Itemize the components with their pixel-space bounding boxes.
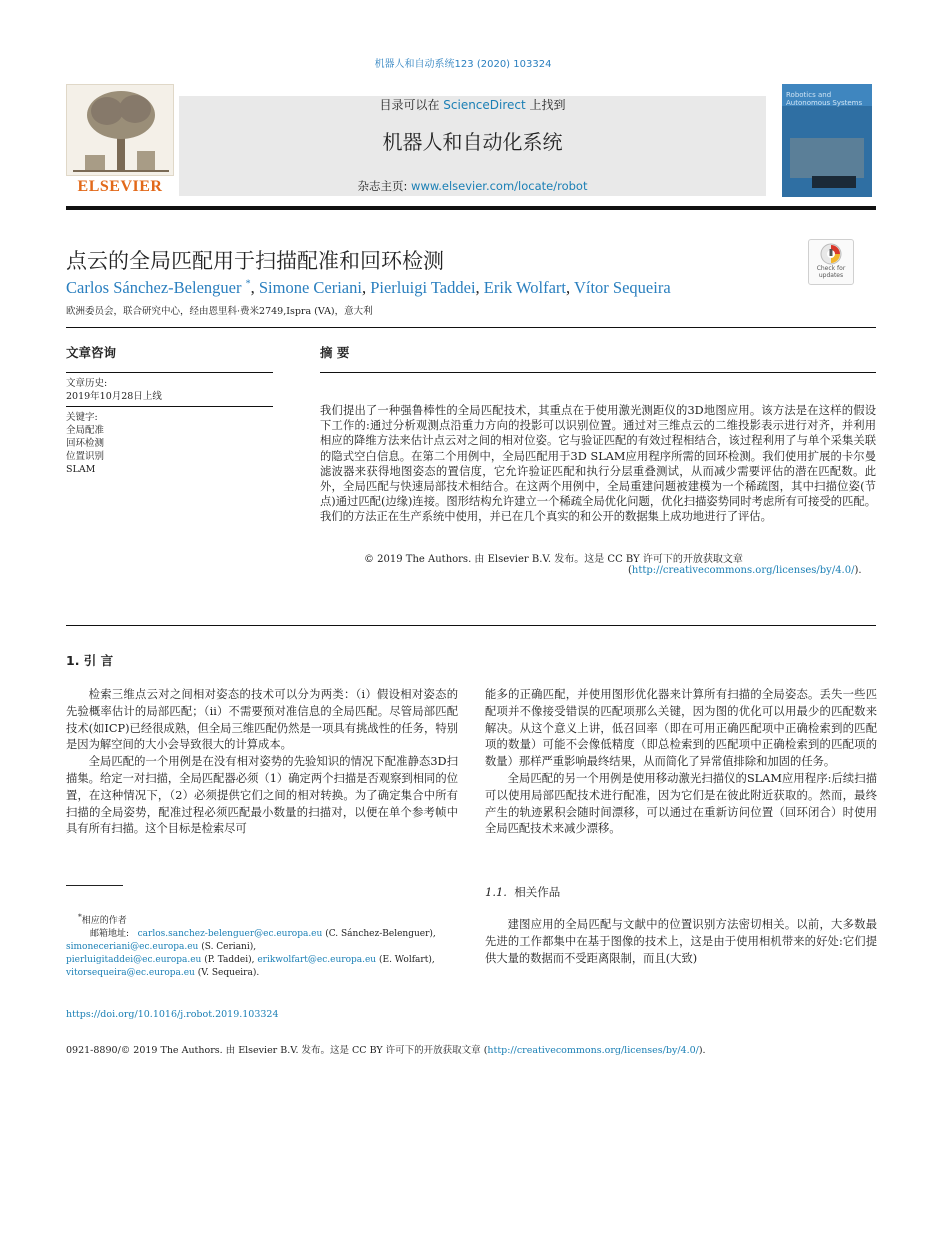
journal-cover[interactable] xyxy=(782,84,872,197)
history-label: 文章历史: xyxy=(66,378,108,389)
journal-title: 机器人和自动化系统 xyxy=(382,130,563,154)
email-link[interactable]: vitorsequeira@ec.europa.eu xyxy=(66,968,195,978)
email-link[interactable]: carlos.sanchez-belenguer@ec.europa.eu xyxy=(137,929,323,939)
homepage-label: 杂志主页: xyxy=(357,179,412,193)
footnotes: *相应的作者 邮箱地址: carlos.sanchez-belenguer@ec.europa.eu (C. Sánchez-Belenguer), simoneceriani@ec.europa.eu (S. Ceriani), pierluigitaddei@ec.europa.eu (P. Taddei), erikwolfart@ec.europa.eu (E. Wolfart), vitorsequeira@ec.europa.eu (V. Sequeira). xyxy=(66,912,436,978)
keyword: 全局配准 xyxy=(66,425,105,436)
keyword: 回环检测 xyxy=(66,438,105,449)
article-info-heading: 文章咨询 xyxy=(66,345,117,360)
abstract-text: 我们提出了一种强鲁棒性的全局匹配技术，其重点在于使用激光测距仪的3D地图应用。该方法是在这样的假设下工作的:通过分析观测点沿重力方向的投影可以识别位置。通过对三维点云的二维投影表示进行对齐，并利用相应的降维方法来估计点云对之间的相对位姿。它与验证匹配的有效过程相结合，该过程利用了与单个采集关联的隐式空白信息。在第二个用例中，全局匹配用于3D SLAM应用程序所需的回环检测。我们使用扩展的卡尔曼滤波器来获得地图姿态的置信度，它允许验证匹配和执行分层重叠测试，从而减少需要评估的潜在匹配数。此外，全局匹配与快速局部技术相结合。在这两个用例中，全局重建问题被建模为一个稀疏图，其中扫描位姿(节点)通过匹配(边缘)连接。图形结构允许建立一个稀疏全局优化问题，优化扫描姿势同时考虑所有可接受的匹配。我们的方法正在生产系统中使用，并已在几个真实的和公开的数据集上成功地进行了评估。 xyxy=(320,404,876,524)
corresponding-author-mark[interactable]: * xyxy=(245,278,251,290)
subsection-heading xyxy=(485,884,560,900)
contents-suffix: 上找到 xyxy=(525,98,566,112)
homepage-link[interactable]: www.elsevier.com/locate/robot xyxy=(411,179,588,193)
license-end: . xyxy=(858,565,862,576)
author-name[interactable]: Carlos Sánchez-Belenguer xyxy=(66,278,242,297)
keywords xyxy=(66,411,104,476)
divider xyxy=(66,372,273,373)
email-label: 邮箱地址: xyxy=(90,929,130,939)
license-link[interactable]: http://creativecommons.org/licenses/by/4.0/ xyxy=(487,1045,699,1056)
intro-left-column xyxy=(66,687,458,838)
elsevier-logo[interactable] xyxy=(66,84,174,196)
email-owner: (P. Taddei) xyxy=(204,955,252,965)
doi-link[interactable]: https://doi.org/10.1016/j.robot.2019.103324 xyxy=(66,1009,279,1020)
keyword: 位置识别 xyxy=(66,451,105,462)
divider xyxy=(320,372,876,373)
article-title: 点云的全局匹配用于扫描配准和回环检测 xyxy=(66,249,444,273)
journal-homepage xyxy=(179,178,766,194)
check-updates-label: Check for updates xyxy=(816,265,846,279)
cover-image-detail xyxy=(812,176,856,188)
journal-reference[interactable]: 机器人和自动系统123 (2020) 103324 xyxy=(374,59,552,70)
cover-image xyxy=(790,138,864,178)
author-list: Carlos Sánchez-Belenguer *, Simone Ceriani, Pierluigi Taddei, Erik Wolfart, Vítor Sequeira xyxy=(66,278,671,297)
keyword: SLAM xyxy=(66,464,96,475)
abstract-heading: 摘 要 xyxy=(320,345,350,360)
email-link[interactable]: pierluigitaddei@ec.europa.eu xyxy=(66,955,202,965)
email-owner: (S. Ceriani) xyxy=(201,942,254,952)
corresponding-mark: * xyxy=(78,912,82,921)
journal-header xyxy=(179,96,766,196)
subsection-body xyxy=(485,917,877,967)
sciencedirect-link[interactable]: ScienceDirect xyxy=(443,98,526,112)
divider xyxy=(66,327,876,328)
abstract-license: © 2019 The Authors. 由 Elsevier B.V. 发布。这是 CC BY 许可下的开放获取文章 xyxy=(364,554,743,565)
divider xyxy=(66,406,273,407)
copyright-end: ). xyxy=(698,1045,706,1056)
elsevier-wordmark: ELSEVIER xyxy=(77,178,163,195)
check-updates-icon xyxy=(820,243,842,265)
history-value: 2019年10月28日上线 xyxy=(66,391,162,402)
contents-availability xyxy=(179,96,766,113)
corresponding-label: 相应的作者 xyxy=(81,916,127,926)
paragraph: 全局匹配的另一个用例是使用移动激光扫描仪的SLAM应用程序:后续扫描可以使用局部匹配技术进行配准，因为它们是在彼此附近获取的。然而，最终产生的轨迹累积会随时间漂移，可以通过在重新访问位置（回环闭合）时使用全局匹配技术来减少漂移。 xyxy=(485,771,877,836)
paragraph: 能多的正确匹配，并使用图形优化器来计算所有扫描的全局姿态。丢失一些匹配项并不像接受错误的匹配项那么关键，因为图的优化可以用最少的匹配数来解决。从这个意义上讲，低召回率（即在可用正确匹配项中正确检索到的匹配项的数量）可能不会像低精度（即总检索到的匹配项中正确检索到的匹配项的数量）那样严重影响最终结果，从而简化了异常值排除和加固的任务。 xyxy=(485,688,877,769)
intro-right-column xyxy=(485,687,877,838)
paragraph: 检索三维点云对之间相对姿态的技术可以分为两类：（i）假设相对姿态的先验概率估计的局部匹配；（ii）不需要预对准信息的全局匹配。尽管局部匹配技术(如ICP)已经很成熟，但全局三维匹配仍然是一项具有挑战性的任务，特别是因为解空间的大小会导致很大的计算成本。 xyxy=(66,688,458,752)
email-owner: (C. Sánchez-Belenguer) xyxy=(325,929,433,939)
subsection-number: 1.1. xyxy=(485,885,507,899)
footnote-rule xyxy=(66,885,123,886)
elsevier-tree-icon xyxy=(66,84,174,176)
copyright-line xyxy=(66,1042,706,1056)
author-name[interactable]: Pierluigi Taddei xyxy=(370,278,476,297)
abstract-license-url: (http://creativecommons.org/licenses/by/4.0/). xyxy=(628,565,862,576)
contents-prefix: 目录可以在 xyxy=(379,98,444,112)
keywords-label: 关键字: xyxy=(66,412,98,423)
article-history xyxy=(66,377,162,403)
check-for-updates-button[interactable] xyxy=(808,239,854,285)
affiliation: 欧洲委员会，联合研究中心，经由恩里科·费米2749,Ispra (VA)，意大利 xyxy=(66,306,373,317)
email-owner: (V. Sequeira) xyxy=(197,968,257,978)
email-owner: (E. Wolfart) xyxy=(378,955,432,965)
author-name[interactable]: Simone Ceriani xyxy=(258,278,362,297)
license-link[interactable]: http://creativecommons.org/licenses/by/4.0/ xyxy=(631,565,855,576)
paragraph: 全局匹配的一个用例是在没有相对姿势的先验知识的情况下配准静态3D扫描集。给定一对扫描，全局匹配器必须（1）确定两个扫描是否观察到相同的位置，在这种情况下，（2）必须提供它们之间的相对转换。为了确定集合中所有扫描的全局姿势，配准过程必须匹配最小数量的扫描对，以便在单个参考帧中具有所有扫描。这个目标是检索尽可 xyxy=(66,755,458,836)
author-name[interactable]: Vítor Sequeira xyxy=(573,278,671,297)
copyright-text: 0921-8890/© 2019 The Authors. 由 Elsevier B.V. 发布。这是 CC BY 许可下的开放获取文章 ( xyxy=(66,1045,488,1056)
paragraph: 建图应用的全局匹配与文献中的位置识别方法密切相关。以前，大多数最先进的工作都集中在基于图像的技术上，这是由于使用相机带来的好处:它们提供大量的数据而不受距离限制，而且(大致) xyxy=(485,918,877,965)
email-link[interactable]: simoneceriani@ec.europa.eu xyxy=(66,942,199,952)
email-link[interactable]: erikwolfart@ec.europa.eu xyxy=(257,955,377,965)
header-rule xyxy=(66,206,876,210)
cover-title: Robotics and Autonomous Systems xyxy=(786,91,863,107)
author-name[interactable]: Erik Wolfart xyxy=(483,278,567,297)
subsection-title: 相关作品 xyxy=(514,885,561,899)
section-heading: 1. 引 言 xyxy=(66,653,114,668)
divider xyxy=(66,625,876,626)
